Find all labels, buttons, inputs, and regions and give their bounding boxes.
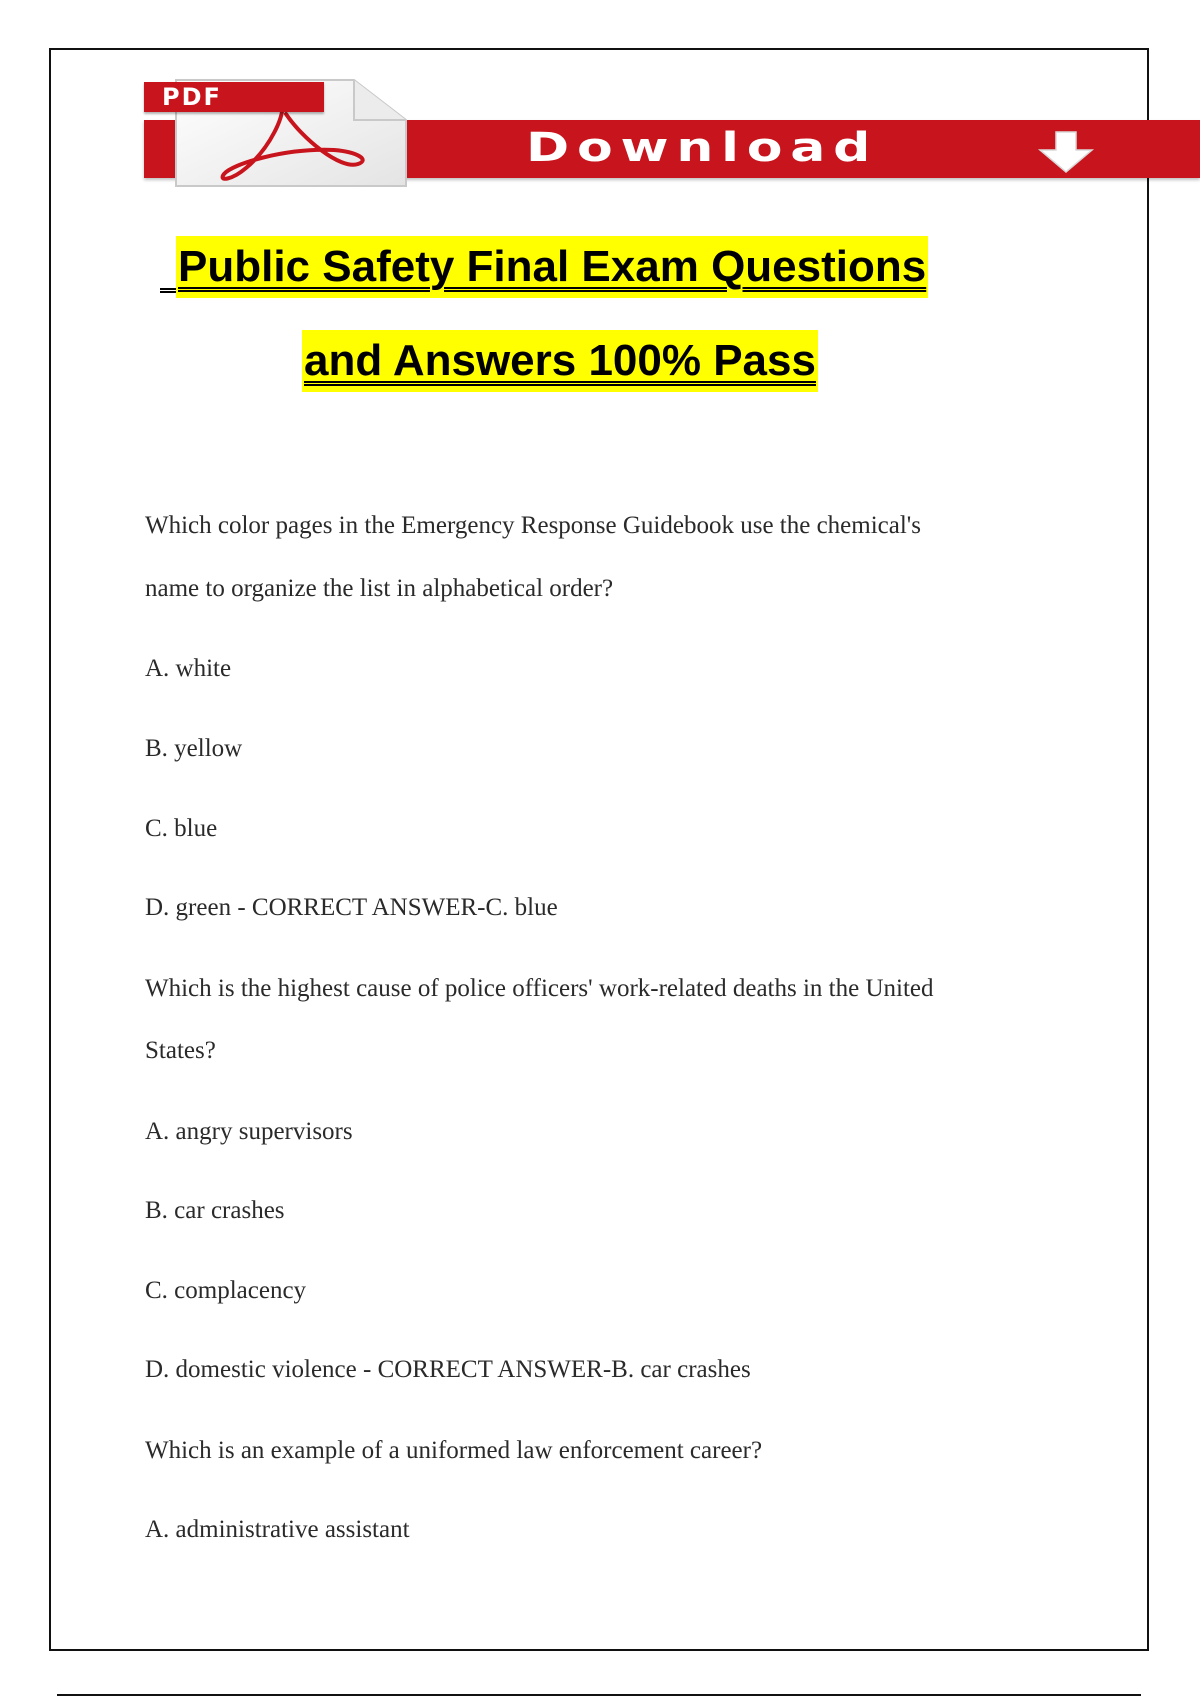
question-1-line-2: name to organize the list in alphabetical order?: [145, 575, 614, 602]
question-2-option-d-answer: D. domestic violence - CORRECT ANSWER-B. car crashes: [145, 1356, 751, 1383]
question-1-option-c: C. blue: [145, 815, 218, 842]
question-2-option-b: B. car crashes: [145, 1197, 285, 1224]
question-2-line-1: Which is the highest cause of police officers' work-related deaths in the United: [145, 975, 934, 1002]
page-divider: [57, 1694, 1141, 1696]
question-1-line-1: Which color pages in the Emergency Response Guidebook use the chemical's: [145, 512, 922, 539]
download-label[interactable]: Download: [526, 125, 879, 171]
question-2-option-a: A. angry supervisors: [145, 1118, 353, 1145]
pdf-label: PDF: [162, 83, 222, 111]
question-1-option-b: B. yellow: [145, 735, 243, 762]
question-2-line-2: States?: [145, 1037, 216, 1064]
question-3-line-1: Which is an example of a uniformed law enforcement career?: [145, 1437, 763, 1464]
question-3-option-a: A. administrative assistant: [145, 1516, 410, 1543]
arrow-down-icon[interactable]: [1028, 128, 1108, 174]
document-title-line-1: Public Safety Final Exam Questions: [176, 236, 928, 298]
question-1-option-d-answer: D. green - CORRECT ANSWER-C. blue: [145, 894, 558, 921]
question-2-option-c: C. complacency: [145, 1277, 307, 1304]
question-1-option-a: A. white: [145, 655, 232, 682]
document-title-line-2: and Answers 100% Pass: [302, 330, 818, 392]
